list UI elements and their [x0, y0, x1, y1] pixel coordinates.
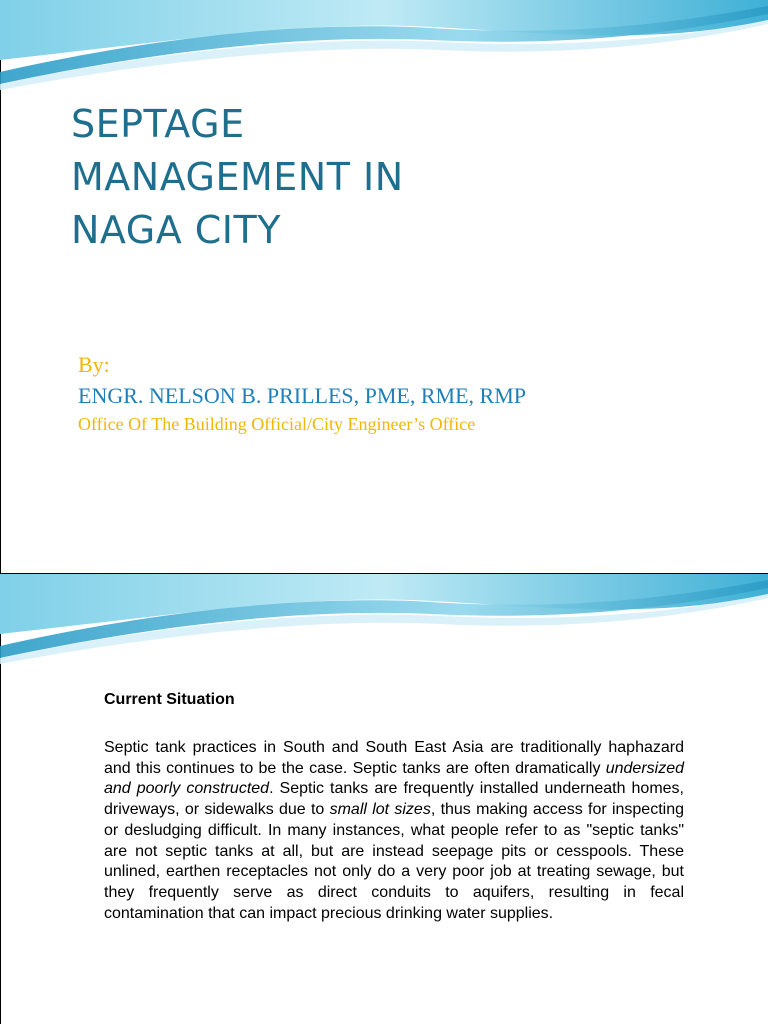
- author-office: Office Of The Building Official/City Engineer’s Office: [78, 414, 476, 434]
- paragraph-text-2: . Septic tanks are frequently installed underneath homes, driveways, or sidewalks due to: [104, 780, 685, 819]
- by-label: By:: [78, 352, 110, 377]
- title-line-2: MANAGEMENT IN: [71, 155, 404, 199]
- paragraph-emphasis-1: undersized and poorly constructed: [104, 759, 684, 798]
- author-name: ENGR. NELSON B. PRILLES, PME, RME, RMP: [78, 383, 527, 408]
- body-paragraph: [104, 738, 684, 924]
- paragraph-text-1: Septic tank practices in South and South East Asia are traditionally haphazard and this continues to be the case. Septic tanks are often dramatically: [104, 739, 684, 777]
- paragraph-emphasis-2: small lot sizes: [329, 801, 431, 819]
- section-heading: Current Situation: [104, 691, 235, 708]
- presentation-title: [71, 98, 631, 257]
- header-wave-decoration: [0, 0, 768, 90]
- content-slide: [0, 574, 768, 1024]
- title-line-3: NAGA CITY: [71, 208, 281, 252]
- paragraph-text-3: , thus making access for inspecting or desludging difficult. In many instances, what people refer to as "septic tanks" are not septic tanks at all, but are instead seepage pits or cesspools. These unlined, earthen receptacles not only do a very poor job at treating sewage, but they frequently serve as direct conduits to aquifers, resulting in fecal contamination that can impact precious drinking water supplies.: [104, 801, 685, 922]
- header-wave-decoration: [0, 574, 768, 664]
- title-line-1: SEPTAGE: [71, 102, 245, 146]
